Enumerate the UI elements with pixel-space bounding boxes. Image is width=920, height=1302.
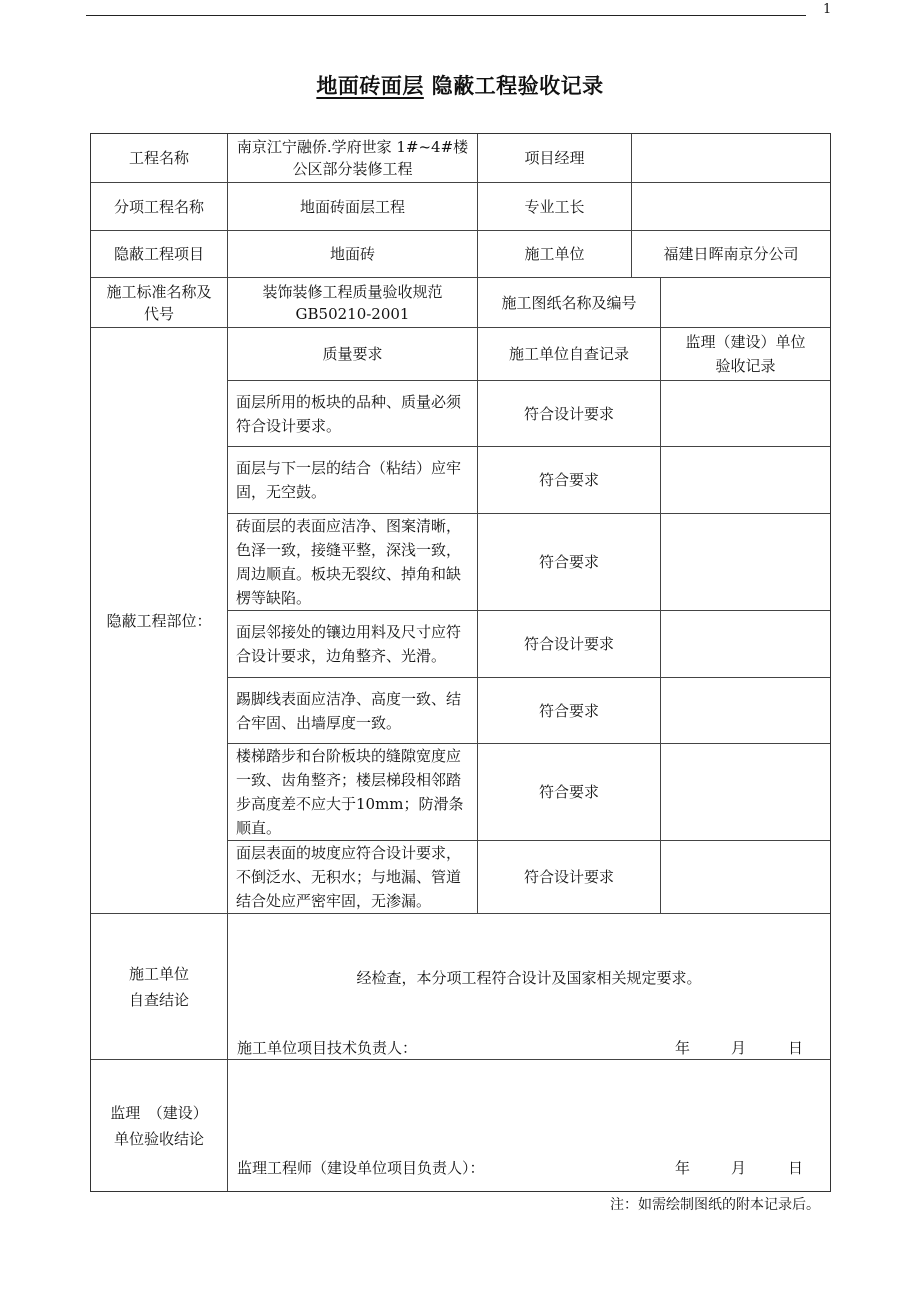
contractor-conclusion-label-line2: 自查结论 (128, 990, 189, 1009)
supervisor-day: 日 (788, 1159, 804, 1177)
requirement-cell: 砖面层的表面应洁净、图案清晰，色泽一致，接缝平整，深浅一致，周边顺直。板块无裂纹、掉角和缺楞等缺陷。 (228, 514, 478, 611)
title-underlined-part: 地面砖面层 (316, 74, 424, 98)
project-name-label: 工程名称 (91, 134, 228, 183)
supervision-cell (661, 381, 830, 447)
supervisor-conclusion-label-line2: 单位验收结论 (113, 1129, 204, 1148)
self-check-cell: 符合要求 (478, 447, 661, 514)
requirement-cell: 踢脚线表面应洁净、高度一致、结合牢固、出墙厚度一致。 (228, 678, 478, 744)
contractor-year: 年 (675, 1039, 691, 1057)
footnote: 注：如需绘制图纸的附本记录后。 (610, 1197, 820, 1213)
sub-project-label: 分项工程名称 (91, 183, 228, 231)
supervision-cell (661, 514, 830, 611)
requirement-cell: 楼梯踏步和台阶板块的缝隙宽度应一致、齿角整齐；楼层梯段相邻踏步高度差不应大于10mm；防滑条顺直。 (228, 744, 478, 841)
self-check-cell: 符合设计要求 (478, 611, 661, 678)
supervisor-signer: 监理工程师（建设单位项目负责人）： (237, 1159, 485, 1177)
inspection-form-table (90, 133, 831, 1192)
foreman-label: 专业工长 (478, 183, 632, 231)
contractor-day: 日 (788, 1039, 804, 1057)
hidden-item-value: 地面砖 (228, 231, 478, 278)
supervisor-conclusion-label (91, 1060, 228, 1191)
manager-value (632, 134, 830, 183)
hidden-item-label: 隐蔽工程项目 (91, 231, 228, 278)
hidden-location-label: 隐蔽工程部位： (91, 328, 228, 914)
contractor-value: 福建日晖南京分公司 (632, 231, 830, 278)
col-self-check: 施工单位自查记录 (478, 328, 661, 381)
supervisor-year: 年 (675, 1159, 691, 1177)
contractor-conclusion-label-line1: 施工单位 (128, 964, 189, 983)
drawing-value (661, 278, 830, 328)
page-title (0, 70, 920, 100)
page-number: 1 (823, 2, 832, 17)
contractor-label: 施工单位 (478, 231, 632, 278)
supervision-cell (661, 611, 830, 678)
supervision-cell (661, 447, 830, 514)
contractor-month: 月 (731, 1039, 747, 1057)
foreman-value (632, 183, 830, 231)
requirement-cell: 面层与下一层的结合（粘结）应牢固，无空鼓。 (228, 447, 478, 514)
contractor-signer: 施工单位项目技术负责人： (237, 1039, 418, 1057)
standard-value: 装饰装修工程质量验收规范GB50210-2001 (228, 278, 478, 328)
supervision-cell (661, 744, 830, 841)
self-check-cell: 符合要求 (478, 678, 661, 744)
self-check-cell: 符合设计要求 (478, 381, 661, 447)
manager-label: 项目经理 (478, 134, 632, 183)
title-rest: 隐蔽工程验收记录 (431, 74, 604, 98)
contractor-conclusion-label (91, 914, 228, 1060)
col-supervision: 监理（建设）单位验收记录 (661, 328, 830, 381)
project-name-value: 南京江宁融侨.学府世家 1#~4#楼公区部分装修工程 (228, 134, 478, 183)
standard-label: 施工标准名称及代号 (91, 278, 228, 328)
sub-project-value: 地面砖面层工程 (228, 183, 478, 231)
header-rule (86, 15, 806, 16)
self-check-cell: 符合要求 (478, 744, 661, 841)
supervision-cell (661, 841, 830, 914)
supervisor-conclusion-label-line1: 监理 （建设） (110, 1103, 208, 1122)
supervision-cell (661, 678, 830, 744)
supervisor-conclusion-body (228, 1060, 830, 1191)
requirement-cell: 面层表面的坡度应符合设计要求，不倒泛水、无积水；与地漏、管道结合处应严密牢固，无渗漏。 (228, 841, 478, 914)
drawing-label: 施工图纸名称及编号 (478, 278, 661, 328)
contractor-conclusion-body (228, 914, 830, 1060)
col-quality-requirement: 质量要求 (228, 328, 478, 381)
supervisor-month: 月 (731, 1159, 747, 1177)
self-check-cell: 符合要求 (478, 514, 661, 611)
self-check-cell: 符合设计要求 (478, 841, 661, 914)
contractor-conclusion-text: 经检查，本分项工程符合设计及国家相关规定要求。 (356, 969, 702, 987)
requirement-cell: 面层邻接处的镶边用料及尺寸应符合设计要求，边角整齐、光滑。 (228, 611, 478, 678)
requirement-cell: 面层所用的板块的品种、质量必须符合设计要求。 (228, 381, 478, 447)
